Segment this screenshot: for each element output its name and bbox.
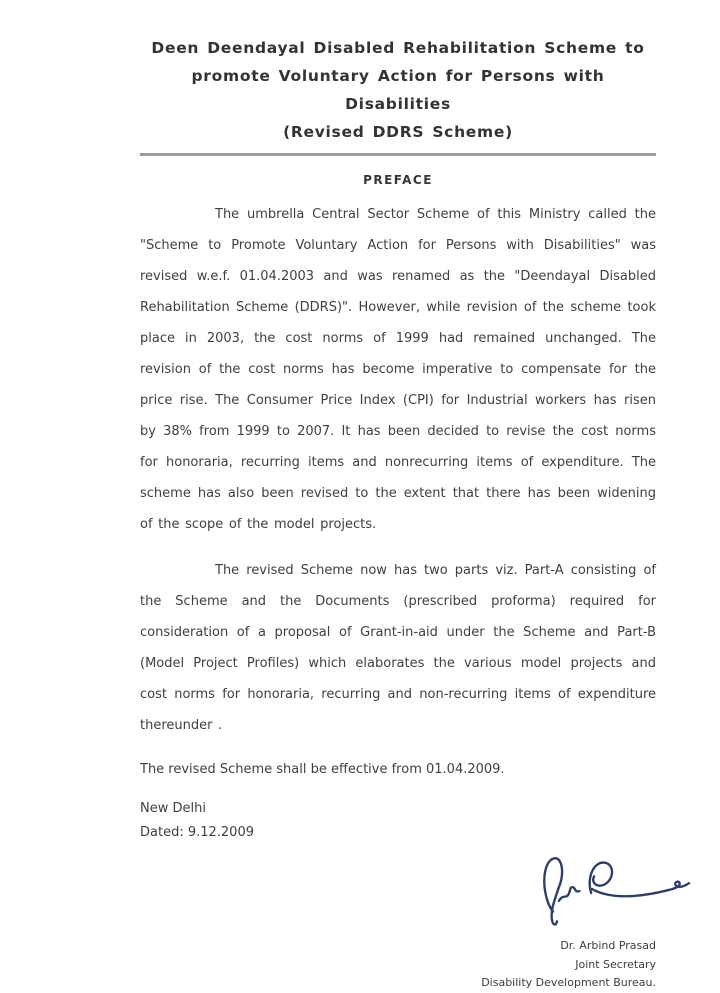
document-content (140, 0, 656, 993)
section-heading-preface: PREFACE (363, 173, 433, 187)
document-title (140, 34, 656, 146)
signatory-department: Disability Development Bureau. (481, 976, 656, 989)
signature-ink-image (534, 849, 664, 937)
signatory-name: Dr. Arbind Prasad (560, 939, 656, 952)
title-divider-rule (140, 153, 656, 156)
signatory-designation: Joint Secretary (575, 957, 656, 971)
place-line: New Delhi (140, 801, 206, 816)
document-title-line-3: (Revised DDRS Scheme) (283, 123, 513, 141)
signature-block (140, 849, 656, 993)
document-title-line-1: Deen Deendayal Disabled Rehabilitation Scheme to (151, 39, 645, 57)
effective-date-line: The revised Scheme shall be effective from 01.04.2009. (140, 762, 505, 777)
signature-strokes (544, 858, 689, 924)
paragraph-1: The umbrella Central Sector Scheme of this Ministry called the "Scheme to Promote Voluntary Action for Persons with Disabilities" was revised w.e.f. 01.04.2003 and was renamed as the "Deendayal Disabled Rehabilitation Scheme (DDRS)". However, while revision of the scheme took place in 2003, the cost norms of 1999 had remained unchanged. The revision of the cost norms has become imperative to compensate for the price rise. The Consumer Price Index (CPI) for Industrial workers has risen by 38% from 1999 to 2007. It has been decided to revise the cost norms for honoraria, recurring items and nonrecurring items of expenditure. The scheme has also been revised to the extent that there has been widening of the scope of the model projects. (140, 207, 656, 532)
document-title-line-2: promote Voluntary Action for Persons with Disabilities (191, 67, 605, 113)
dated-line: Dated: 9.12.2009 (140, 825, 254, 840)
paragraph-2: The revised Scheme now has two parts viz. Part-A consisting of the Scheme and the Documents (prescribed proforma) required for consideration of a proposal of Grant-in-aid under the Scheme and Part-B (Model Project Profiles) which elaborates the various model projects and cost norms for honoraria, recurring and non-recurring items of expenditure thereunder . (140, 563, 656, 733)
